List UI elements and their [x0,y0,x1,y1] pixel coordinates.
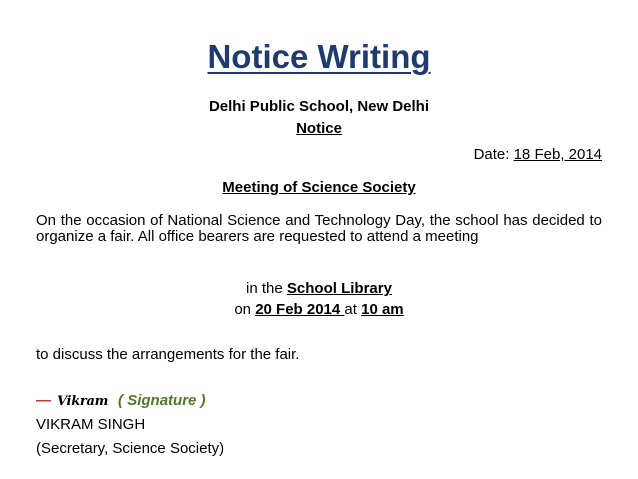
signatory-name: VIKRAM SINGH [36,416,146,433]
notice-subject: Meeting of Science Society [222,179,416,196]
school-name: Delhi Public School, New Delhi [208,98,430,115]
notice-body: On the occasion of National Science and Technology Day, the school has decided to organize a fair. All office bearers are requested to attend a meeting [36,212,602,245]
meeting-hour: 10 am [361,301,404,318]
signatory-role: (Secretary, Science Society) [36,440,225,457]
place-value: School Library [286,280,392,297]
dash-mark: — [36,392,51,409]
meeting-time [0,301,638,318]
date-value: 18 Feb, 2014 [513,146,602,163]
when-prefix: on [234,301,256,318]
page-title: Notice Writing [207,38,431,75]
meeting-place [0,280,638,297]
handwritten-signature: Vikram [57,394,109,409]
date-label: Date: [473,146,514,163]
place-prefix: in the [246,280,287,297]
closing-line: to discuss the arrangements for the fair. [36,346,300,363]
notice-label: Notice [296,120,342,137]
signature-line [36,392,206,409]
signature-label: ( Signature ) [118,392,206,409]
when-mid: at [344,301,362,318]
meeting-date: 20 Feb 2014 [255,301,345,318]
date-line [474,146,602,163]
